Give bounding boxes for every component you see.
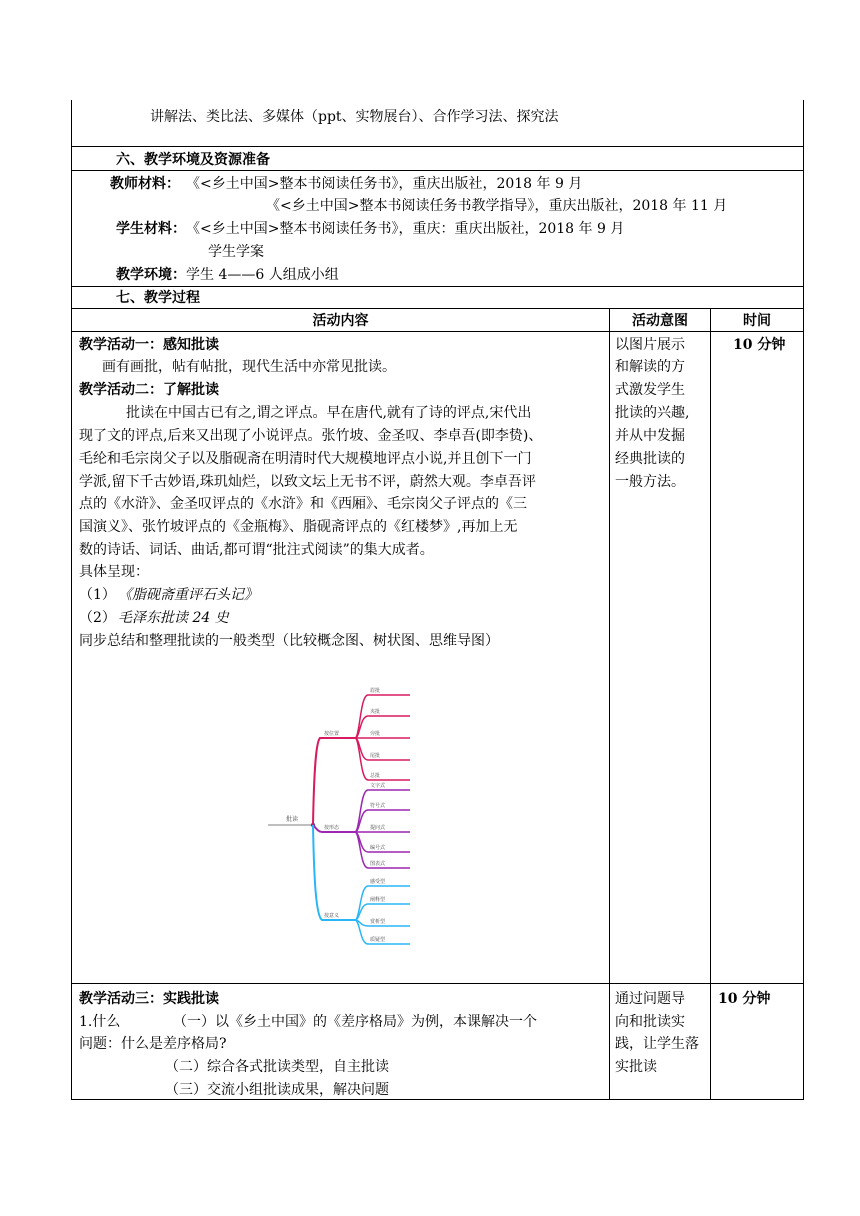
student-material-1: 《<乡土中国>整本书阅读任务书》，重庆：重庆出版社，2018 年 9 月 (186, 221, 625, 237)
column-header-time: 时间 (743, 313, 771, 329)
intent-line: 通过问题导 (615, 991, 685, 1007)
section-heading: 七、教学过程 (116, 290, 200, 306)
mind-map-branch-line (313, 738, 355, 825)
student-material-2: 学生学案 (208, 244, 264, 260)
activity-2-paragraph-line: 学派,留下千古妙语,珠玑灿烂，以致文坛上无书不评，蔚然大观。李卓吾评 (79, 474, 536, 490)
mind-map-leaf: 质疑型 (370, 937, 386, 943)
mind-map-leaf: 图表式 (370, 861, 386, 867)
intent-line: 践，让学生落 (615, 1036, 699, 1052)
activity-2-paragraph-line: 点的《水浒》、金圣叹评点的《水浒》和《西厢》、毛宗岗父子评点的《三 (79, 496, 527, 512)
mind-map-leaf: 旁批 (370, 731, 381, 737)
intent-line: 向和批读实 (615, 1014, 685, 1030)
list-item-number: （2） (79, 610, 116, 626)
teacher-materials-label: 教师材料： (110, 176, 180, 192)
row-divider (71, 146, 804, 147)
table-right-border (803, 100, 804, 1100)
mind-map-leaf: 赏析型 (370, 919, 386, 925)
student-materials-label: 学生材料： (116, 221, 186, 237)
mind-map-leaf: 尾批 (370, 753, 381, 759)
mind-map-leaf-line (355, 716, 410, 738)
row-divider (71, 308, 804, 309)
mind-map-leaf: 提问式 (370, 825, 386, 831)
teacher-material-2: 《<乡土中国>整本书阅读任务书教学指导》，重庆出版社，2018 年 11 月 (266, 198, 728, 214)
column-header-intent: 活动意图 (632, 313, 688, 329)
mind-map-leaf: 感受型 (370, 879, 386, 885)
environment-text: 学生 4——6 人组成小组 (186, 267, 339, 283)
mind-map-diagram (260, 680, 430, 960)
duration: 10 分钟 (718, 991, 771, 1007)
environment-label: 教学环境： (116, 267, 186, 283)
intent-line: 式激发学生 (615, 382, 685, 398)
list-item-number: （1） (79, 587, 116, 603)
activity-2-paragraph-line: 数的诗话、词话、曲话,都可谓“批注式阅读”的集大成者。 (79, 542, 434, 558)
mind-map-root: 批读 (286, 816, 299, 823)
mind-map-leaf-line (355, 738, 410, 780)
mind-map-leaf: 夹批 (370, 709, 381, 715)
intent-line: 实批读 (615, 1059, 657, 1075)
intent-line: 并从中发掘 (615, 428, 685, 444)
mind-map-leaf-line (355, 904, 410, 920)
col-divider (609, 308, 610, 1099)
mind-map-leaf: 眉批 (370, 688, 381, 694)
column-header-content: 活动内容 (312, 313, 369, 329)
mind-map-branch-label: 按意义 (324, 913, 340, 919)
teacher-material-1: 《<乡土中国>整本书阅读任务书》，重庆出版社，2018 年 9 月 (186, 176, 583, 192)
activity-2-paragraph-line: 批读在中国古已有之,谓之评点。早在唐代,就有了诗的评点,宋代出 (126, 405, 532, 421)
activity-1-title: 教学活动一：感知批读 (79, 337, 219, 353)
mind-map-leaf-line (355, 738, 410, 760)
row-divider (71, 331, 804, 332)
activity-3-line: （三）交流小组批读成果，解决问题 (165, 1082, 389, 1098)
activity-2-paragraph-line: 现了文的评点,后来又出现了小说评点。张竹坡、金圣叹、李卓吾(即李贽)、 (79, 428, 543, 444)
activity-2-title: 教学活动二：了解批读 (79, 382, 219, 398)
summary-text: 同步总结和整理批读的一般类型（比较概念图、树状图、思维导图） (79, 633, 499, 649)
list-item: 毛泽东批读 24 史 (118, 610, 229, 626)
intent-line: 经典批读的 (615, 451, 685, 467)
table-left-border (71, 100, 72, 1100)
list-item: 《脂砚斋重评石头记》 (118, 587, 258, 603)
mind-map-leaf: 编号式 (370, 845, 386, 851)
activity-3-line: 问题：什么是差序格局? (79, 1036, 227, 1052)
col-divider (710, 308, 711, 1099)
activity-3-line: （一）以《乡土中国》的《差序格局》为例，本课解决一个 (173, 1014, 537, 1030)
duration: 10 分钟 (733, 337, 786, 353)
mind-map-leaf: 文字式 (370, 783, 386, 789)
teaching-methods: 讲解法、类比法、多媒体（ppt、实物展台）、合作学习法、探究法 (150, 109, 559, 125)
presentation-label: 具体呈现： (79, 564, 149, 580)
intent-line: 以图片展示 (615, 337, 685, 353)
mind-map-leaf: 总批 (370, 773, 381, 779)
activity-3-prefix: 1.什么 (79, 1014, 121, 1030)
section-heading: 六、教学环境及资源准备 (116, 152, 270, 168)
row-divider (71, 286, 804, 287)
activity-3-title: 教学活动三：实践批读 (79, 991, 219, 1007)
mind-map-branch-line (313, 825, 355, 920)
activity-1-text: 画有画批，帖有帖批，现代生活中亦常见批读。 (102, 359, 396, 375)
intent-line: 和解读的方 (615, 359, 685, 375)
activity-2-paragraph-line: 国演义》、张竹坡评点的《金瓶梅》、脂砚斋评点的《红楼梦》,再加上无 (79, 519, 518, 535)
mind-map-leaf-line (355, 886, 410, 920)
mind-map-leaf: 符号式 (370, 803, 386, 809)
row-divider (71, 983, 804, 984)
mind-map-leaf: 阐释型 (370, 897, 386, 903)
activity-3-line: （二）综合各式批读类型，自主批读 (165, 1059, 389, 1075)
intent-line: 批读的兴趣, (615, 405, 690, 421)
activity-2-paragraph-line: 毛纶和毛宗岗父子以及脂砚斋在明清时代大规模地评点小说,并且创下一门 (79, 451, 532, 467)
intent-line: 一般方法。 (615, 474, 685, 490)
mind-map-branch-label: 按位置 (324, 731, 340, 737)
table-bottom-border (71, 1099, 804, 1100)
mind-map-branch-label: 按形态 (324, 825, 340, 831)
row-divider (71, 170, 804, 171)
